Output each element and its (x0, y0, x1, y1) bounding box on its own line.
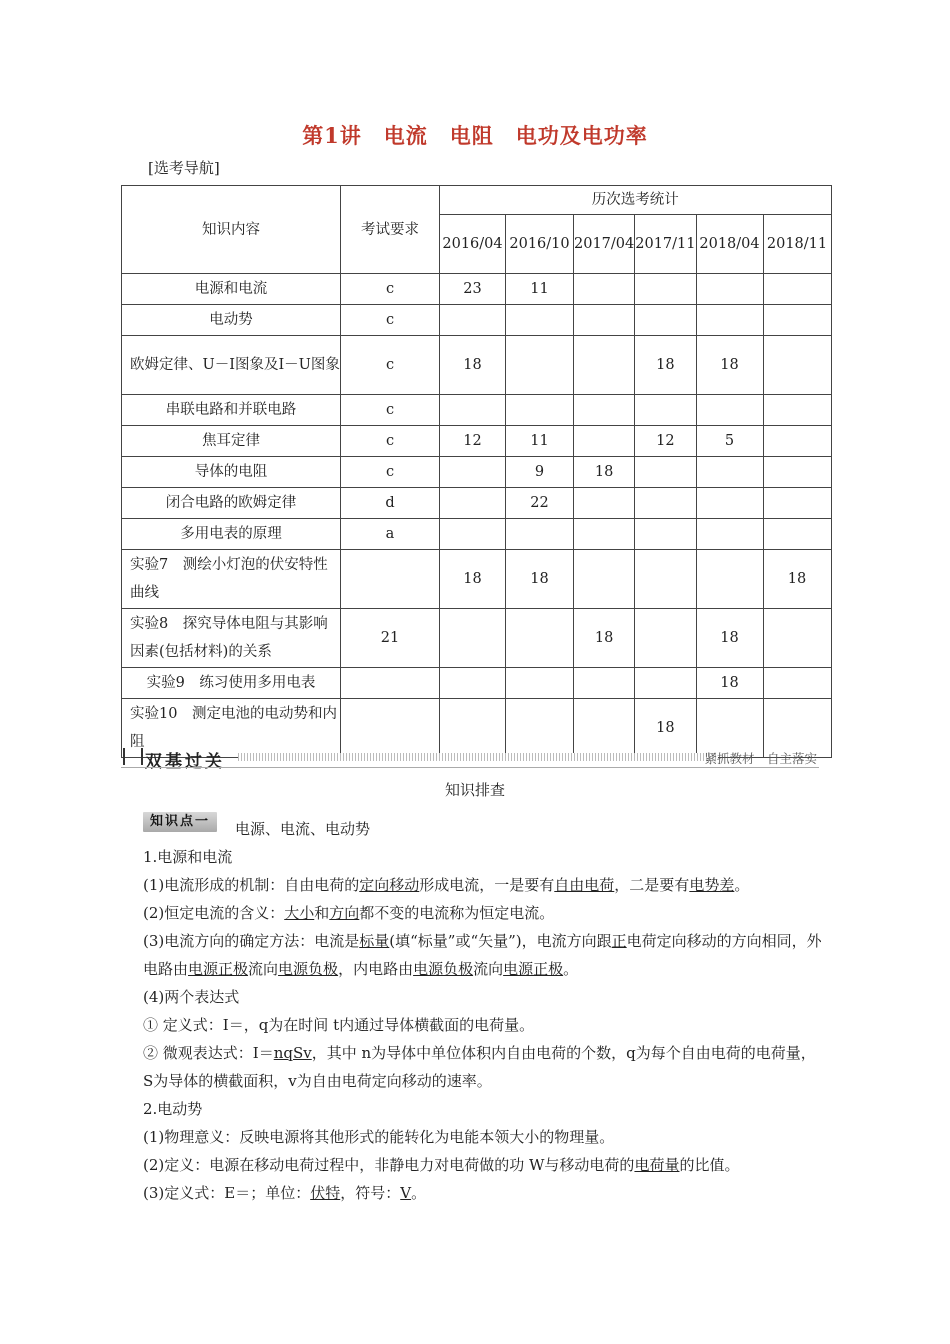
row-requirement: d (341, 488, 440, 519)
header-stats: 历次选考统计 (440, 186, 832, 215)
row-topic: 实验8 探究导体电阻与其影响因素(包括材料)的关系 (122, 609, 341, 668)
row-topic: 导体的电阻 (122, 457, 341, 488)
row-stat (574, 336, 635, 395)
row-stat (440, 395, 506, 426)
row-requirement: c (341, 305, 440, 336)
table-row (122, 519, 832, 550)
row-stat (635, 457, 696, 488)
row-stat (696, 457, 763, 488)
heading-2: 2.电动势 (143, 1100, 203, 1118)
table-row (122, 457, 832, 488)
para-7: (1)物理意义：反映电源将其他形式的能转化为电能本领大小的物理量。 (143, 1128, 615, 1146)
row-stat (440, 609, 506, 668)
row-stat: 22 (506, 488, 574, 519)
row-requirement: 21 (341, 609, 440, 668)
heading-1: 1.电源和电流 (143, 848, 233, 866)
header-year: 2017/04 (574, 215, 635, 274)
row-requirement: c (341, 336, 440, 395)
row-stat (506, 305, 574, 336)
para-1: (1)电流形成的机制：自由电荷的定向移动形成电流，一是要有自由电荷，二是要有电势差。 (143, 876, 750, 894)
row-stat (506, 668, 574, 699)
row-stat (440, 305, 506, 336)
table-row (122, 550, 832, 609)
row-stat: 18 (440, 550, 506, 609)
band-marker (123, 748, 143, 765)
row-topic: 闭合电路的欧姆定律 (122, 488, 341, 519)
row-stat: 18 (506, 550, 574, 609)
row-stat: 18 (763, 550, 831, 609)
row-stat: 11 (506, 426, 574, 457)
row-stat (635, 305, 696, 336)
row-stat: 18 (574, 457, 635, 488)
row-stat: 18 (696, 336, 763, 395)
row-stat (763, 609, 831, 668)
row-stat (696, 488, 763, 519)
row-topic: 欧姆定律、U－I图象及I－U图象 (122, 336, 341, 395)
table-row (122, 609, 832, 668)
row-stat (696, 519, 763, 550)
table-row (122, 668, 832, 699)
nav-label: [选考导航] (148, 159, 220, 177)
row-stat: 11 (506, 274, 574, 305)
row-stat (506, 519, 574, 550)
row-stat (763, 668, 831, 699)
band-right-label: 紧抓教材 自主落实 (704, 751, 817, 766)
table-row (122, 395, 832, 426)
page-title: 第1讲 电流 电阻 电功及电功率 (302, 123, 648, 148)
row-stat (696, 274, 763, 305)
row-stat (574, 274, 635, 305)
row-stat (696, 305, 763, 336)
row-stat (635, 519, 696, 550)
table-row (122, 305, 832, 336)
band-underline (121, 767, 819, 768)
row-stat (696, 395, 763, 426)
row-topic: 电源和电流 (122, 274, 341, 305)
row-stat: 5 (696, 426, 763, 457)
row-stat (635, 274, 696, 305)
row-stat (763, 305, 831, 336)
table-row (122, 488, 832, 519)
row-topic: 实验9 练习使用多用电表 (122, 668, 341, 699)
para-2: (2)恒定电流的含义：大小和方向都不变的电流称为恒定电流。 (143, 904, 555, 922)
row-topic: 串联电路和并联电路 (122, 395, 341, 426)
row-stat (763, 457, 831, 488)
row-stat: 12 (440, 426, 506, 457)
row-stat (440, 519, 506, 550)
table-row (122, 274, 832, 305)
row-requirement: a (341, 519, 440, 550)
header-year: 2016/10 (506, 215, 574, 274)
row-stat (635, 488, 696, 519)
knowledge-point-title: 电源、电流、电动势 (235, 820, 371, 838)
row-stat: 18 (574, 609, 635, 668)
row-stat: 12 (635, 426, 696, 457)
row-requirement: c (341, 426, 440, 457)
row-topic: 实验7 测绘小灯泡的伏安特性曲线 (122, 550, 341, 609)
table-row (122, 336, 832, 395)
row-stat: 18 (440, 336, 506, 395)
row-stat (574, 519, 635, 550)
header-requirement: 考试要求 (341, 186, 440, 274)
row-stat (574, 426, 635, 457)
band-pattern (238, 753, 718, 761)
row-stat (635, 609, 696, 668)
row-stat (763, 426, 831, 457)
para-5: ① 定义式：I＝，q为在时间 t内通过导体横截面的电荷量。 (143, 1016, 535, 1034)
row-stat (763, 336, 831, 395)
row-requirement: c (341, 274, 440, 305)
row-stat (574, 305, 635, 336)
row-stat: 23 (440, 274, 506, 305)
header-year: 2016/04 (440, 215, 506, 274)
row-stat (763, 488, 831, 519)
row-stat: 9 (506, 457, 574, 488)
para-3: (3)电流方向的确定方法：电流是标量(填“标量”或“矢量”)，电流方向跟正电荷定向移动的方向相同，外电路由电源正极流向电源负极，内电路由电源负极流向电源正极。 (143, 932, 822, 978)
row-requirement: c (341, 395, 440, 426)
row-stat (635, 395, 696, 426)
table-row (122, 426, 832, 457)
band-title: 双基过关 (145, 752, 225, 772)
row-stat (635, 550, 696, 609)
row-stat (574, 550, 635, 609)
row-stat (574, 395, 635, 426)
row-requirement: c (341, 457, 440, 488)
row-stat (763, 274, 831, 305)
header-year: 2018/04 (696, 215, 763, 274)
row-stat (506, 336, 574, 395)
row-stat: 18 (635, 699, 696, 758)
para-8: (2)定义：电源在移动电荷过程中，非静电力对电荷做的功 W与移动电荷的电荷量的比值。 (143, 1156, 740, 1174)
row-stat (574, 488, 635, 519)
header-year: 2017/11 (635, 215, 696, 274)
row-stat (440, 668, 506, 699)
section-band (121, 744, 819, 770)
row-stat (574, 668, 635, 699)
content-body (143, 843, 823, 1207)
row-stat (635, 668, 696, 699)
row-stat (763, 519, 831, 550)
row-stat: 18 (696, 609, 763, 668)
row-stat (763, 395, 831, 426)
row-topic: 实验10 测定电池的电动势和内阻 (122, 699, 341, 758)
row-topic: 多用电表的原理 (122, 519, 341, 550)
header-content: 知识内容 (122, 186, 341, 274)
row-stat (506, 395, 574, 426)
header-year: 2018/11 (763, 215, 831, 274)
section-subhead: 知识排查 (444, 781, 505, 799)
knowledge-point-badge: 知识点一 (143, 812, 217, 832)
row-stat (440, 457, 506, 488)
row-stat (696, 550, 763, 609)
para-4: (4)两个表达式 (143, 988, 240, 1006)
para-9: (3)定义式：E＝；单位：伏特，符号：V。 (143, 1184, 427, 1202)
row-stat (506, 609, 574, 668)
row-requirement (341, 550, 440, 609)
row-topic: 电动势 (122, 305, 341, 336)
row-topic: 焦耳定律 (122, 426, 341, 457)
exam-table (121, 185, 832, 758)
row-stat: 18 (696, 668, 763, 699)
row-requirement (341, 668, 440, 699)
row-stat (440, 488, 506, 519)
para-6: ② 微观表达式：I＝nqSv，其中 n为导体中单位体积内自由电荷的个数，q为每个自由电荷的电荷量，S为导体的横截面积，v为自由电荷定向移动的速率。 (143, 1044, 816, 1090)
row-stat: 18 (635, 336, 696, 395)
